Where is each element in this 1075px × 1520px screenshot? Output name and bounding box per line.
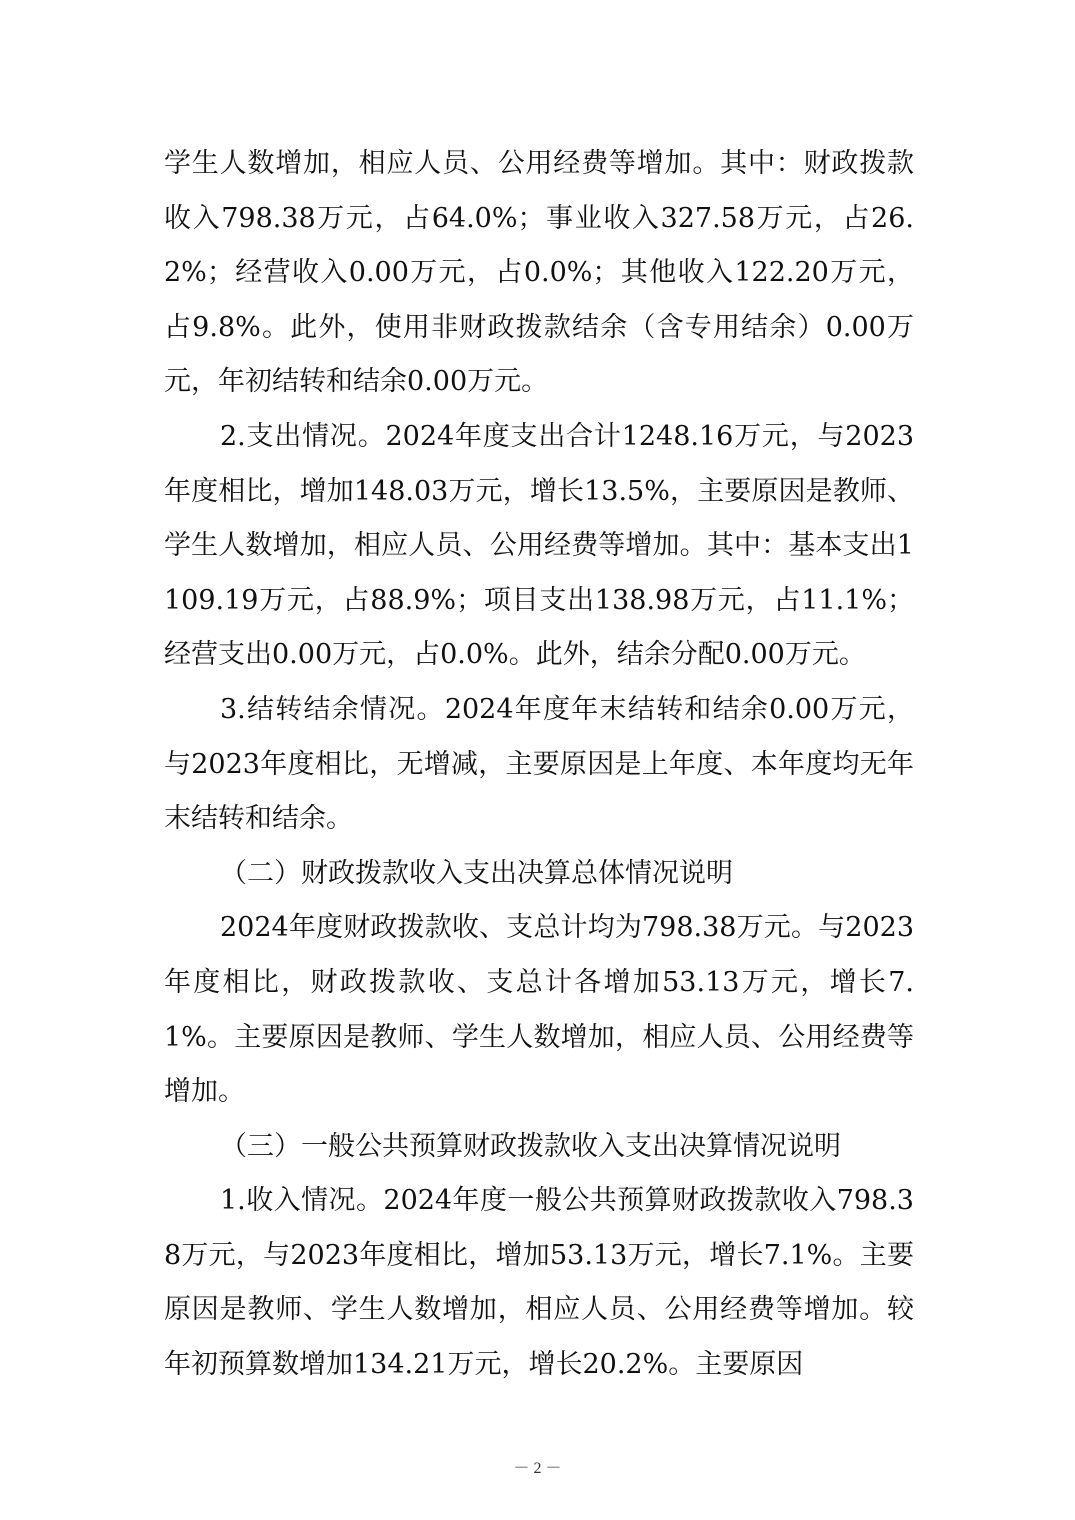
paragraph-carryover: 3.结转结余情况。2024年度年末结转和结余0.00万元，与2023年度相比，无增减，主要原因是上年度、本年度均无年末结转和结余。 bbox=[164, 693, 914, 835]
page-number: － 2 － bbox=[513, 1460, 562, 1477]
paragraph-income-breakdown: 学生人数增加，相应人员、公用经费等增加。其中：财政拨款收入798.38万元，占64.0%；事业收入327.58万元，占26.2%；经营收入0.00万元，占0.0%；其他收入122.20万元，占9.8%。此外，使用非财政拨款结余（含专用结余）0.00万元，年初结转和结余0.00万元。 bbox=[164, 148, 914, 398]
paragraph-fiscal-overall: 2024年度财政拨款收、支总计均为798.38万元。与2023年度相比，财政拨款收、支总计各增加53.13万元，增长7.1%。主要原因是教师、学生人数增加，相应人员、公用经费等增加。 bbox=[164, 912, 914, 1108]
section-heading-fiscal-overall: （二）财政拨款收入支出决算总体情况说明 bbox=[220, 857, 733, 889]
paragraph-expenditure: 2.支出情况。2024年度支出合计1248.16万元，与2023年度相比，增加148.03万元，增长13.5%，主要原因是教师、学生人数增加，相应人员、公用经费等增加。其中：基本支出1109.19万元，占88.9%；项目支出138.98万元，占11.1%；经营支出0.00万元，占0.0%。此外，结余分配0.00万元。 bbox=[164, 420, 914, 671]
paragraph-general-budget-income: 1.收入情况。2024年度一般公共预算财政拨款收入798.38万元，与2023年度相比，增加53.13万元，增长7.1%。主要原因是教师、学生人数增加，相应人员、公用经费等增加。较年初预算数增加134.21万元，增长20.2%。主要原因 bbox=[164, 1185, 914, 1381]
section-heading-general-budget: （三）一般公共预算财政拨款收入支出决算情况说明 bbox=[220, 1130, 841, 1162]
page-body bbox=[164, 137, 914, 1393]
